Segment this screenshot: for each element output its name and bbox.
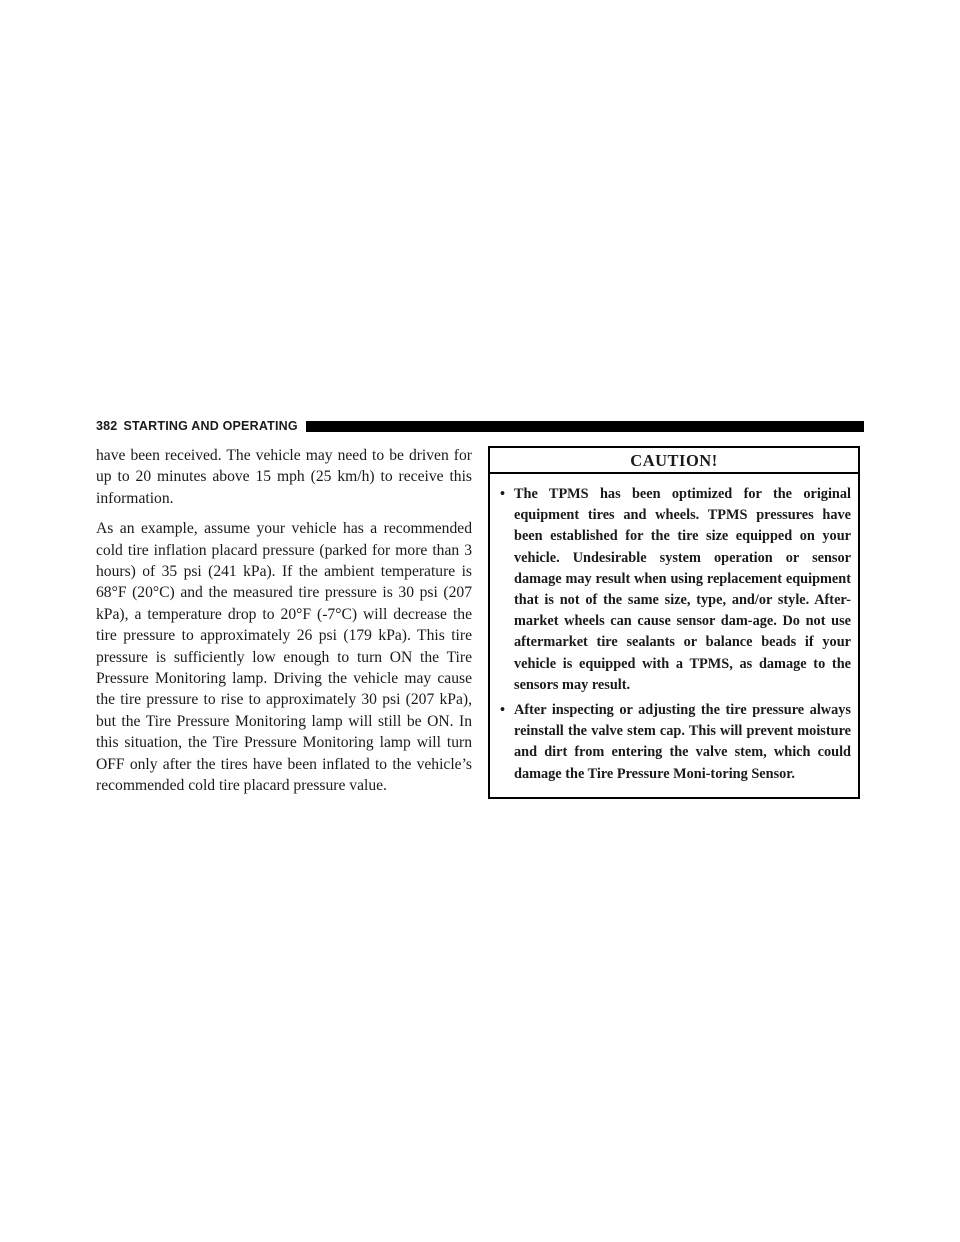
caution-box — [488, 446, 860, 799]
caution-item-text: The TPMS has been optimized for the original equipment tires and wheels. TPMS pressures have been established for the tire size equipped on your vehicle. Undesirable system operation or sensor damage may result when using replacement equipment that is not of the same size, type, and/or style. After-market wheels can cause sensor dam-age. Do not use aftermarket tire sealants or balance beads if your vehicle is equipped with a TPMS, as damage to the sensors may result. — [514, 486, 851, 693]
bullet-icon: • — [500, 486, 506, 502]
caution-item — [490, 700, 851, 785]
caution-list — [490, 474, 858, 797]
header-rule — [306, 421, 864, 432]
caution-item — [490, 484, 851, 696]
body-paragraph: have been received. The vehicle may need to be driven for up to 20 minutes above 15 mph (25 km/h) to receive this information. — [96, 447, 472, 507]
page-number: 382 — [96, 419, 118, 433]
body-text-column — [96, 445, 472, 806]
section-title: STARTING AND OPERATING — [123, 419, 298, 433]
caution-title: CAUTION! — [490, 448, 858, 474]
body-paragraph: As an example, assume your vehicle has a recommended cold tire inflation placard pressure (parked for more than 3 hours) of 35 psi (241 kPa). If the ambient temperature is 68°F (20°C) and the measured tire pressure is 30 psi (207 kPa), a temperature drop to 20°F (-7°C) will decrease the tire pressure to approximately 26 psi (179 kPa). This tire pressure is sufficiently low enough to turn ON the Tire Pressure Monitoring lamp. Driving the vehicle may cause the tire pressure to rise to approximately 30 psi (207 kPa), but the Tire Pressure Monitoring lamp will still be ON. In this situation, the Tire Pressure Monitoring lamp will turn OFF only after the tires have been inflated to the vehicle’s recommended cold tire placard pressure value. — [96, 520, 472, 795]
bullet-icon: • — [500, 702, 506, 719]
caution-item-text: After inspecting or adjusting the tire pressure always reinstall the valve stem cap. This will prevent moisture and dirt from entering the valve stem, which could damage the Tire Pressure Moni-toring Sensor. — [514, 702, 851, 782]
page-header — [96, 418, 864, 434]
